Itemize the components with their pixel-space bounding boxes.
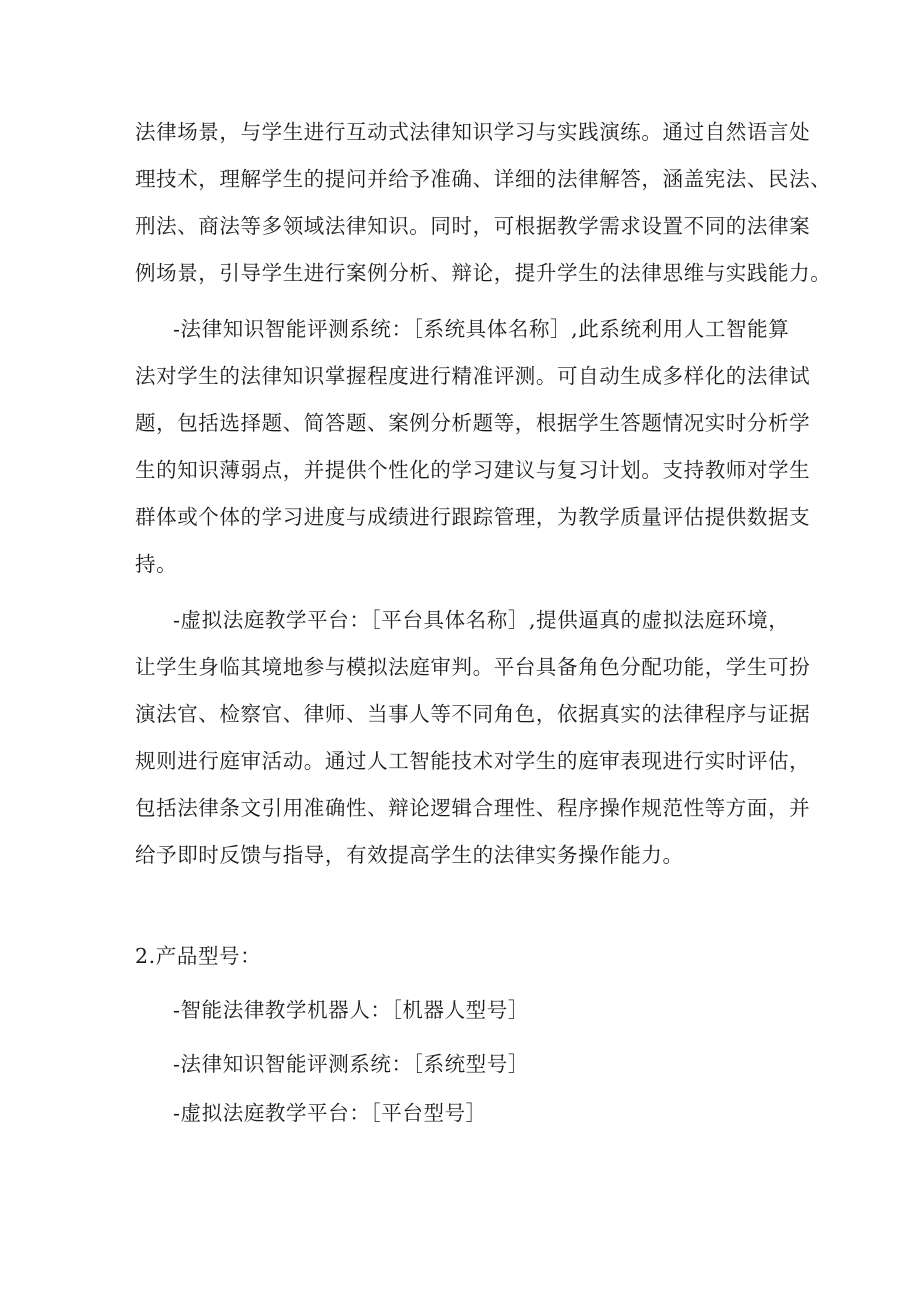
- paragraph-line: 给予即时反馈与指导，有效提高学生的法律实务操作能力。: [135, 843, 684, 867]
- paragraph-line: 题，包括选择题、简答题、案例分析题等，根据学生答题情况实时分析学: [135, 411, 811, 435]
- paragraph-line: 法对学生的法律知识掌握程度进行精准评测。可自动生成多样化的法律试: [135, 364, 811, 388]
- paragraph-line: 规则进行庭审活动。通过人工智能技术对学生的庭审表现进行实时评估，: [135, 749, 811, 773]
- paragraph-line: 法律场景，与学生进行互动式法律知识学习与实践演练。通过自然语言处: [135, 120, 811, 144]
- paragraph-line: 生的知识薄弱点，并提供个性化的学习建议与复习计划。支持教师对学生: [135, 458, 811, 482]
- paragraph-line: 例场景，引导学生进行案例分析、辩论，提升学生的法律思维与实践能力。: [135, 261, 832, 285]
- model-item-virtual-court-platform: -虚拟法庭教学平台：［平台型号］: [173, 1101, 487, 1125]
- paragraph-line: 刑法、商法等多领域法律知识。同时，可根据教学需求设置不同的法律案: [135, 214, 811, 238]
- paragraph-line: 演法官、检察官、律师、当事人等不同角色，依据真实的法律程序与证据: [135, 702, 811, 726]
- paragraph-line: -虚拟法庭教学平台：［平台具体名称］,提供逼真的虚拟法庭环境，: [173, 608, 790, 632]
- paragraph-line: 包括法律条文引用准确性、辩论逻辑合理性、程序操作规范性等方面，并: [135, 796, 811, 820]
- model-item-robot: -智能法律教学机器人：［机器人型号］: [173, 998, 529, 1022]
- paragraph-line: 让学生身临其境地参与模拟法庭审判。平台具备角色分配功能，学生可扮: [135, 655, 811, 679]
- paragraph-line: 理技术，理解学生的提问并给予准确、详细的法律解答，涵盖宪法、民法、: [135, 167, 832, 191]
- paragraph-line: 持。: [135, 552, 178, 576]
- section-heading: 2.产品型号：: [135, 944, 262, 968]
- paragraph-line: -法律知识智能评测系统：［系统具体名称］,此系统利用人工智能算: [173, 317, 790, 341]
- model-item-assessment-system: -法律知识智能评测系统：［系统型号］: [173, 1052, 529, 1076]
- paragraph-line: 群体或个体的学习进度与成绩进行跟踪管理，为教学质量评估提供数据支: [135, 505, 811, 529]
